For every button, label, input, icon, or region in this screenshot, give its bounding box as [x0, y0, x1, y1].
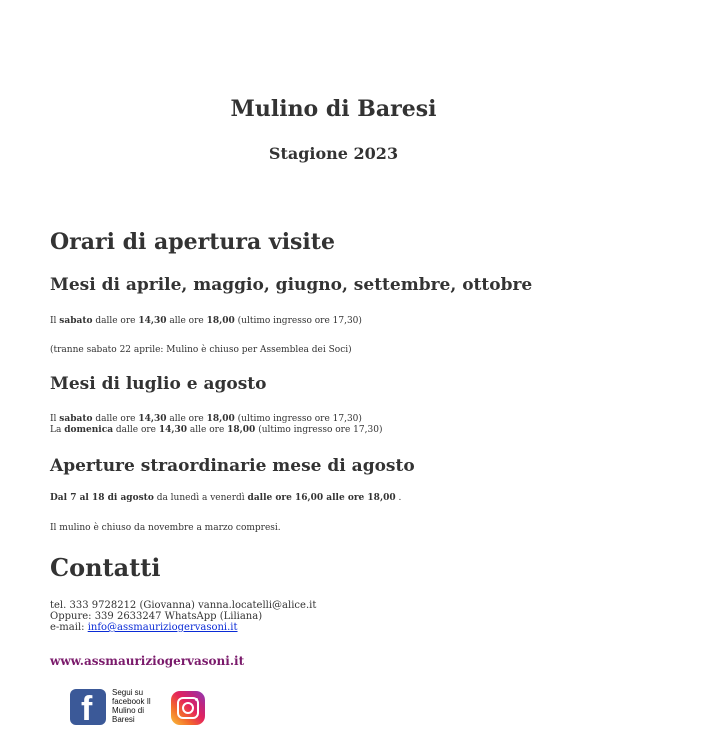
page-title: Mulino di Baresi [230, 96, 437, 122]
season-subtitle: Stagione 2023 [268, 144, 399, 163]
spring-exception-note: (tranne sabato 22 aprile: Mulino è chiuso per Assemblea dei Soci) [50, 345, 352, 355]
spring-months-heading: Mesi di aprile, maggio, giugno, settembre, ottobre [50, 275, 533, 295]
summer-months-heading: Mesi di luglio e agosto [50, 374, 267, 394]
august-openings-heading: Aperture straordinarie mese di agosto [50, 456, 415, 476]
summer-sunday-line: La domenica dalle ore 14,30 alle ore 18,00 (ultimo ingresso ore 17,30) [50, 425, 383, 435]
email-link[interactable]: info@assmauriziogervasoni.it [87, 622, 238, 633]
facebook-follow-text[interactable]: Segui su facebook Il Mulino di Baresi [112, 688, 151, 724]
website-link[interactable]: www.assmauriziogervasoni.it [50, 654, 245, 668]
opening-hours-heading: Orari di apertura visite [50, 229, 335, 255]
summer-saturday-line: Il sabato dalle ore 14,30 alle ore 18,00 (ultimo ingresso ore 17,30) [50, 414, 362, 424]
phone-line: tel. 333 9728212 (Giovanna) vanna.locatelli@alice.it [50, 600, 317, 611]
facebook-icon[interactable]: f [70, 689, 106, 725]
august-openings-line: Dal 7 al 18 di agosto da lunedì a venerdì dalle ore 16,00 alle ore 18,00 . [50, 493, 402, 503]
whatsapp-line: Oppure: 339 2633247 WhatsApp (Liliana) [50, 611, 263, 622]
contacts-heading: Contatti [50, 553, 161, 582]
spring-saturday-line: Il sabato dalle ore 14,30 alle ore 18,00 (ultimo ingresso ore 17,30) [50, 316, 362, 326]
closed-months-note: Il mulino è chiuso da novembre a marzo compresi. [50, 523, 281, 533]
instagram-icon[interactable] [171, 691, 205, 725]
email-line: e-mail: info@assmauriziogervasoni.it [50, 622, 238, 633]
